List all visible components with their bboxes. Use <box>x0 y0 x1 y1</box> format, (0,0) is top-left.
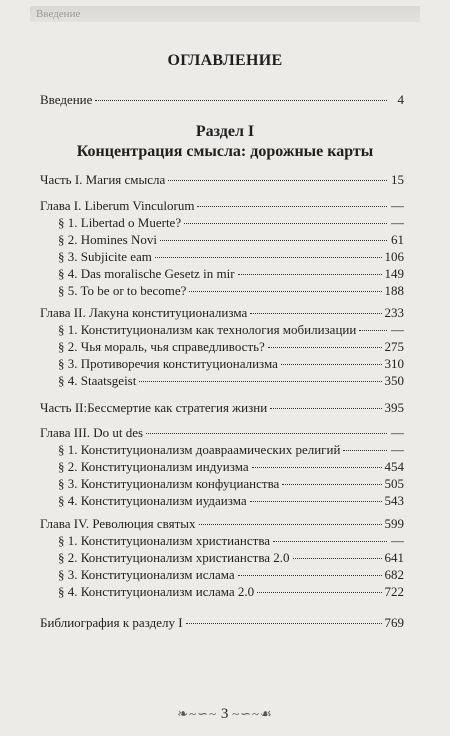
toc-entry-page: 599 <box>384 516 404 531</box>
toc-entry-page: 769 <box>384 615 404 630</box>
toc-entry-label: Глава I. Liberum Vinculorum <box>40 198 195 213</box>
toc-entry-label: Часть I. Магия смысла <box>40 172 166 187</box>
toc-entry-paragraph[interactable] <box>58 321 404 339</box>
toc-entry-label: § 5. To be or to become? <box>58 283 187 298</box>
dot-leader <box>359 330 387 331</box>
toc-entry-label: Часть II:Бессмертие как стратегия жизни <box>40 400 268 415</box>
dot-leader <box>184 223 387 224</box>
toc-entry-part[interactable] <box>40 399 404 417</box>
toc-entry-page: 188 <box>384 283 404 298</box>
toc-entry-chapter[interactable] <box>40 304 404 322</box>
dot-leader <box>197 206 387 207</box>
toc-entry-paragraph[interactable] <box>58 372 404 390</box>
toc-entry-label: § 4. Staatsgeist <box>58 373 137 388</box>
toc-entry-page: 505 <box>384 476 404 491</box>
toc-entry-chapter[interactable] <box>40 515 404 533</box>
dot-leader <box>238 575 382 576</box>
toc-entry-page: 233 <box>384 305 404 320</box>
toc-entry-page: — <box>391 198 404 213</box>
toc-entry-page: — <box>391 215 404 230</box>
toc-entry-page: 395 <box>384 400 404 415</box>
toc-entry-label: § 4. Конституционализм ислама 2.0 <box>58 584 255 599</box>
toc-entry-label: § 2. Чья мораль, чья справедливость? <box>58 339 265 354</box>
toc-entry-page: 682 <box>384 567 404 582</box>
toc-entry-label: § 4. Конституционализм иудаизма <box>58 493 247 508</box>
toc-entry-chapter[interactable] <box>40 197 404 215</box>
toc-title: ОГЛАВЛЕНИЕ <box>167 52 283 69</box>
toc-entry-paragraph[interactable] <box>58 566 404 584</box>
dot-leader <box>199 524 382 525</box>
dot-leader <box>168 180 387 181</box>
toc-entry-paragraph[interactable] <box>58 248 404 266</box>
toc-entry-label: § 3. Конституционализм конфуцианства <box>58 476 280 491</box>
toc-entry-part[interactable] <box>40 171 404 189</box>
toc-entry-page: 149 <box>384 266 404 281</box>
toc-entry-page: 310 <box>384 356 404 371</box>
dot-leader <box>139 381 381 382</box>
toc-entry-label: § 3. Конституционализм ислама <box>58 567 235 582</box>
dot-leader <box>160 240 387 241</box>
toc-entry-paragraph[interactable] <box>58 441 404 459</box>
toc-entry-label: § 1. Конституционализм доавраамических религий <box>58 442 341 457</box>
toc-entry-intro[interactable] <box>40 91 404 109</box>
section-number: Раздел I <box>195 123 255 140</box>
dot-leader <box>146 433 387 434</box>
ornament-left-icon: ❧~∽~ <box>177 706 218 721</box>
dot-leader <box>155 257 382 258</box>
toc-entry-label: Введение <box>40 92 93 107</box>
toc-entry-page: 61 <box>391 232 404 247</box>
toc-entry-paragraph[interactable] <box>58 355 404 373</box>
dot-leader <box>250 313 381 314</box>
dot-leader <box>273 541 387 542</box>
page-footer <box>0 706 450 723</box>
toc-entry-page: 350 <box>384 373 404 388</box>
toc-entry-page: 4 <box>397 92 404 107</box>
toc-entry-label: Глава III. Do ut des <box>40 425 144 440</box>
toc-entry-paragraph[interactable] <box>58 549 404 567</box>
toc-entry-paragraph[interactable] <box>58 532 404 550</box>
dot-leader <box>186 623 382 624</box>
toc-entry-label: § 3. Противоречия конституционализма <box>58 356 278 371</box>
dot-leader <box>270 408 381 409</box>
dot-leader <box>189 291 381 292</box>
toc-entry-paragraph[interactable] <box>58 583 404 601</box>
toc-entry-page: — <box>391 322 404 337</box>
toc-entry-page: 641 <box>384 550 404 565</box>
toc-entry-paragraph[interactable] <box>58 338 404 356</box>
dot-leader <box>250 501 382 502</box>
toc-entry-page: 106 <box>384 249 404 264</box>
toc-entry-page: 275 <box>384 339 404 354</box>
toc-entry-page: 454 <box>384 459 404 474</box>
toc-entry-paragraph[interactable] <box>58 492 404 510</box>
section-title: Концентрация смысла: дорожные карты <box>76 143 374 160</box>
toc-entry-page: 722 <box>384 584 404 599</box>
toc-entry-label: § 4. Das moralische Gesetz in mir <box>58 266 235 281</box>
ornament-right-icon: ~∽~☙ <box>232 706 273 721</box>
dot-leader <box>268 347 382 348</box>
dot-leader <box>293 558 382 559</box>
toc-entry-paragraph[interactable] <box>58 282 404 300</box>
toc-entry-chapter[interactable] <box>40 424 404 442</box>
toc-entry-page: 543 <box>384 493 404 508</box>
dot-leader <box>238 274 382 275</box>
toc-entry-paragraph[interactable] <box>58 458 404 476</box>
toc-entry-label: Библиография к разделу I <box>40 615 183 630</box>
toc-entry-label: § 2. Конституционализм христианства 2.0 <box>58 550 290 565</box>
dot-leader <box>282 484 381 485</box>
toc-entry-label: Глава IV. Революция святых <box>40 516 196 531</box>
dot-leader <box>95 100 387 101</box>
toc-entry-paragraph[interactable] <box>58 475 404 493</box>
dot-leader <box>257 592 381 593</box>
toc-entry-label: § 3. Subjicite eam <box>58 249 152 264</box>
page-number: 3 <box>220 706 229 722</box>
toc-entry-label: § 1. Конституционализм христианства <box>58 533 271 548</box>
dot-leader <box>281 364 382 365</box>
toc-entry-bibliography[interactable] <box>40 614 404 632</box>
toc-entry-page: 15 <box>391 172 404 187</box>
dot-leader <box>343 450 387 451</box>
toc-entry-label: § 2. Homines Novi <box>58 232 157 247</box>
toc-entry-page: — <box>391 533 404 548</box>
toc-entry-page: — <box>391 442 404 457</box>
toc-entry-paragraph[interactable] <box>58 265 404 283</box>
running-header: Введение <box>30 6 420 22</box>
toc-entry-label: Глава II. Лакуна конституционализма <box>40 305 248 320</box>
toc-entry-label: § 2. Конституционализм индуизма <box>58 459 249 474</box>
toc-entry-paragraph[interactable] <box>58 214 404 232</box>
toc-entry-label: § 1. Конституционализм как технология мобилизации <box>58 322 357 337</box>
toc-entry-page: — <box>391 425 404 440</box>
dot-leader <box>252 467 382 468</box>
toc-entry-paragraph[interactable] <box>58 231 404 249</box>
toc-entry-label: § 1. Libertad o Muerte? <box>58 215 182 230</box>
